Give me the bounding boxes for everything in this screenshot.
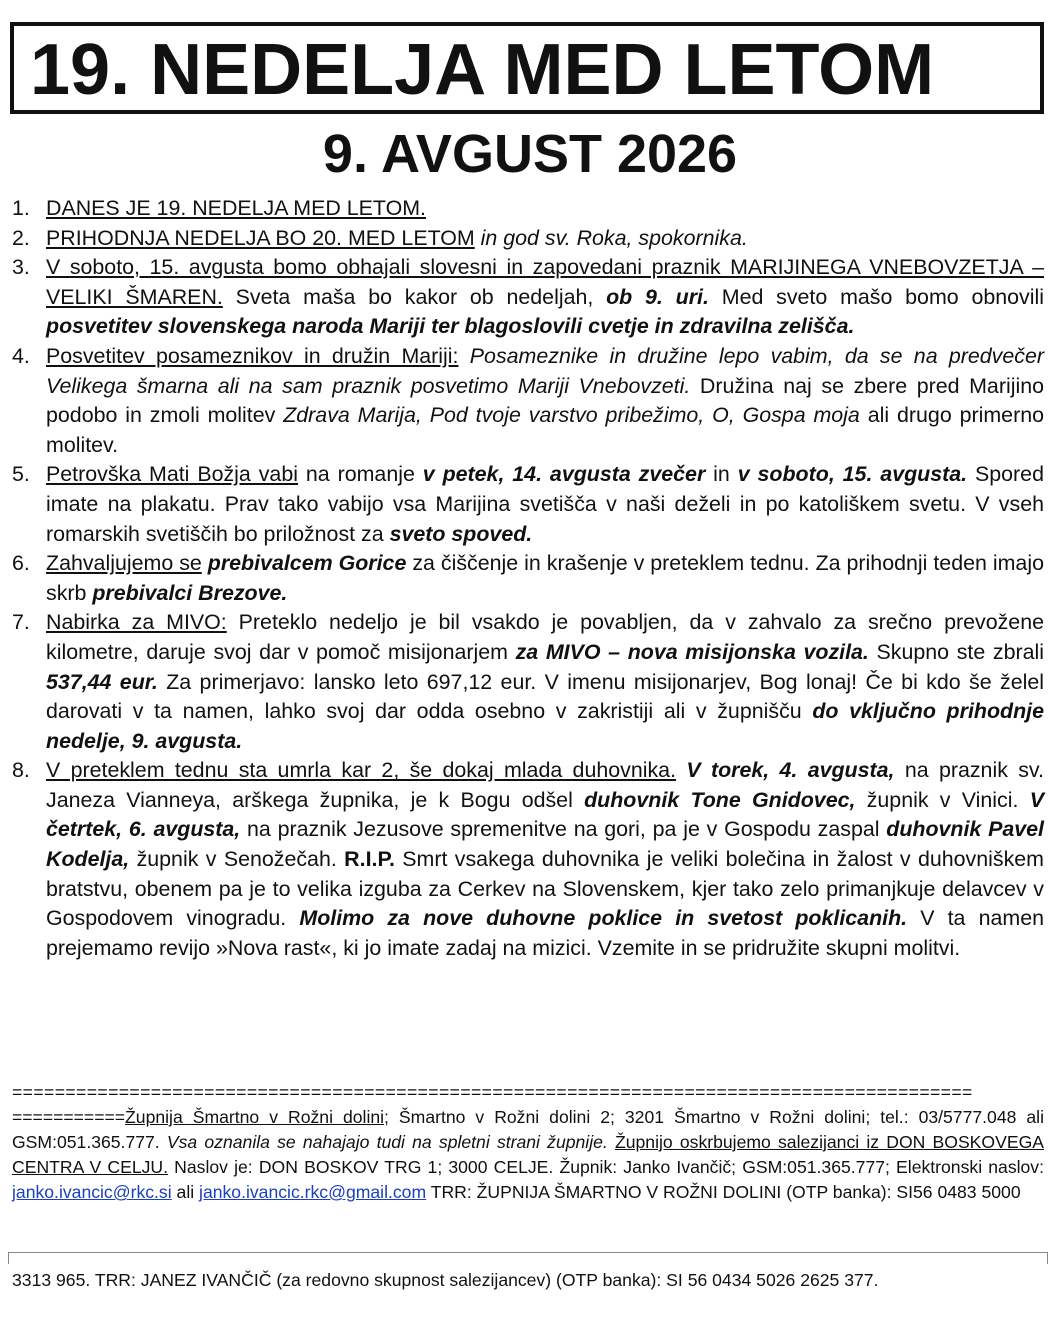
item-text: Družina naj se zbere pred Marijino podobo in zmoli molitev — [46, 373, 1044, 428]
item-emphasis: v petek, 14. avgusta zvečer — [422, 462, 706, 487]
or-text: ali — [171, 1182, 200, 1202]
item-text: župnik v Senožečah. — [129, 847, 345, 872]
contact-info: Naslov je: DON BOSKOV TRG 1; 3000 CELJE. Župnik: Janko Ivančič; GSM:051.365.777; Elektronski naslov: — [168, 1157, 1044, 1177]
list-item — [12, 224, 1044, 254]
item-text: Preteklo nedeljo je bil vsakdo je povabljen, da v zahvalo za srečno prevožene kilometre, daruje svoj dar v pomoč misijonarjem — [46, 610, 1045, 664]
item-number: 6. — [12, 551, 30, 576]
list-item — [12, 756, 1044, 963]
item-text: Za primerjavo: lansko leto 697,12 eur. V imenu misijonarjev, Bog lonaj! Če bi kdo še želel darovati v ta namen, lahko svoj dar odda osebno v zakristiji ali v župnišču — [46, 669, 1044, 724]
item-text: ali drugo primerno molitev. — [46, 403, 1044, 457]
item-emphasis: V torek, 4. avgusta, — [686, 758, 895, 783]
item-number: 7. — [12, 610, 30, 635]
item-heading: Petrovška Mati Božja vabi — [46, 462, 298, 487]
item-text: Sveta maša bo kakor ob nedeljah, — [222, 284, 607, 309]
item-text: na praznik sv. Janeza Vianneya, arškega župnika, je k Bogu odšel — [46, 758, 1044, 812]
item-text: in god sv. Roka, spokornika. — [474, 225, 748, 250]
title-box — [10, 22, 1044, 114]
item-heading: Nabirka za MIVO: — [46, 610, 227, 635]
parish-address: Šmartno v Rožni dolini 2; 3201 Šmartno v Rožni dolini; tel.: 03/5777.048 ali GSM:051.365.777. — [12, 1107, 1044, 1152]
item-heading: Posvetitev posameznikov in družin Mariji: — [46, 343, 459, 368]
list-item — [12, 342, 1044, 460]
item-number: 5. — [12, 462, 30, 487]
item-emphasis: prebivalcem Gorice — [207, 551, 407, 576]
email-link-rkc[interactable]: janko.ivancic@rkc.si — [12, 1182, 172, 1202]
footer — [12, 1080, 1044, 1205]
item-text: V ta namen prejemamo revijo »Nova rast«, ki jo imate zadaj na mizici. Vzemite in se pridružite skupni molitvi. — [46, 906, 1044, 960]
list-item — [12, 608, 1044, 756]
item-text: na romanje — [297, 462, 423, 487]
separator-line: =========== — [12, 1107, 126, 1127]
item-emphasis: Zdrava Marija, Pod tvoje varstvo pribežimo, O, Gospa moja — [283, 403, 860, 428]
page-date: 9. AVGUST 2026 — [322, 124, 738, 184]
email-link-gmail[interactable]: janko.ivancic.rkc@gmail.com — [199, 1182, 427, 1202]
separator-line: ========================================================================================== — [12, 1082, 973, 1102]
list-item — [12, 253, 1044, 342]
item-text: Spored imate na plakatu. Prav tako vabijo vsa Marijina svetišča v naši deželi in po katoliškem svetu. V vseh romarskih svetiščih bo priložnost za — [46, 462, 1044, 546]
item-emphasis: v soboto, 15. avgusta. — [737, 462, 968, 487]
item-text: Posameznike in družine lepo vabim, da se na predvečer Velikega šmarna ali na sam praznik posvetimo Mariji Vnebovzeti. — [46, 343, 1044, 398]
item-emphasis: do vključno prihodnje nedelje, 9. avgusta. — [46, 699, 1044, 753]
list-item — [12, 549, 1044, 608]
item-emphasis: ob 9. uri. — [606, 284, 709, 309]
footer-text — [12, 1105, 1044, 1205]
item-text: Med sveto mašo bomo obnovili — [708, 284, 1044, 309]
page-title: 19. NEDELJA MED LETOM — [30, 30, 935, 110]
bank-account-text: TRR: ŽUPNIJA ŠMARTNO V ROŽNI DOLINI (OTP banka): SI56 0483 5000 — [426, 1182, 1021, 1202]
item-heading: V soboto, 15. avgusta bomo obhajali slovesni in zapovedani praznik MARIJINEGA VNEBOVZETJA – VELIKI ŠMAREN. — [46, 255, 1044, 309]
item-emphasis: duhovnik Tone Gnidovec, — [584, 787, 856, 812]
item-heading: DANES JE 19. NEDELJA MED LETOM. — [46, 196, 426, 220]
item-emphasis: duhovnik Pavel Kodelja, — [46, 817, 1044, 872]
item-emphasis: za MIVO – nova misijonska vozila. — [515, 639, 869, 664]
item-number: 1. — [12, 196, 30, 220]
parish-name: Župnija Šmartno v Rožni dolini; — [125, 1107, 389, 1127]
item-emphasis: Molimo za nove duhovne poklice in svetost poklicanih. — [299, 906, 908, 931]
list-item — [12, 194, 1044, 224]
item-emphasis: V četrtek, 6. avgusta, — [46, 787, 1044, 842]
item-emphasis: prebivalci Brezove. — [92, 580, 288, 605]
item-number: 2. — [12, 225, 30, 250]
web-note: Vsa oznanila se nahajajo tudi na spletni strani župnije. — [159, 1132, 615, 1152]
item-number: 4. — [12, 343, 30, 368]
announcements-list — [12, 194, 1044, 963]
item-emphasis: posvetitev slovenskega naroda Mariji ter blagoslovili cvetje in zdravilna zelišča. — [46, 314, 855, 339]
item-text: Smrt vsakega duhovnika je veliki bolečina in žalost v duhovniškem bratstvu, obenem pa je to velika izguba za Cerkev na Slovenskem, kjer tako zelo primanjkuje delavcev v Gospodovem vinogradu. — [46, 847, 1045, 931]
item-emphasis: R.I.P. — [344, 847, 395, 872]
item-text: za čiščenje in krašenje v preteklem tednu. Za prihodnji teden imajo skrb — [46, 551, 1044, 605]
item-heading: PRIHODNJA NEDELJA BO 20. MED LETOM — [46, 225, 475, 250]
item-text: in — [705, 462, 738, 487]
item-text: Skupno ste zbrali — [868, 639, 1045, 664]
item-text: župnik v Vinici. — [855, 787, 1030, 812]
item-text: na praznik Jezusove spremenitve na gori, pa je v Gospodu zaspal — [240, 817, 887, 842]
salesians-note: Župnijo oskrbujemo salezijanci iz DON BOSKOVEGA CENTRA V CELJU. — [12, 1132, 1044, 1177]
item-heading: V preteklem tednu sta umrla kar 2, še dokaj mlada duhovnika. — [46, 758, 677, 783]
page-break — [8, 1252, 1048, 1265]
item-number: 8. — [12, 758, 30, 783]
item-text — [676, 758, 686, 782]
item-emphasis: sveto spoved. — [389, 521, 533, 546]
item-emphasis: 537,44 eur. — [46, 669, 158, 694]
item-heading: Zahvaljujemo se — [46, 551, 202, 576]
item-number: 3. — [12, 255, 30, 280]
footer-continuation: 3313 965. TRR: JANEZ IVANČIČ (za redovno skupnost salezijancev) (OTP banka): SI 56 0434 5026 2625 377. — [12, 1270, 879, 1290]
list-item — [12, 460, 1044, 549]
